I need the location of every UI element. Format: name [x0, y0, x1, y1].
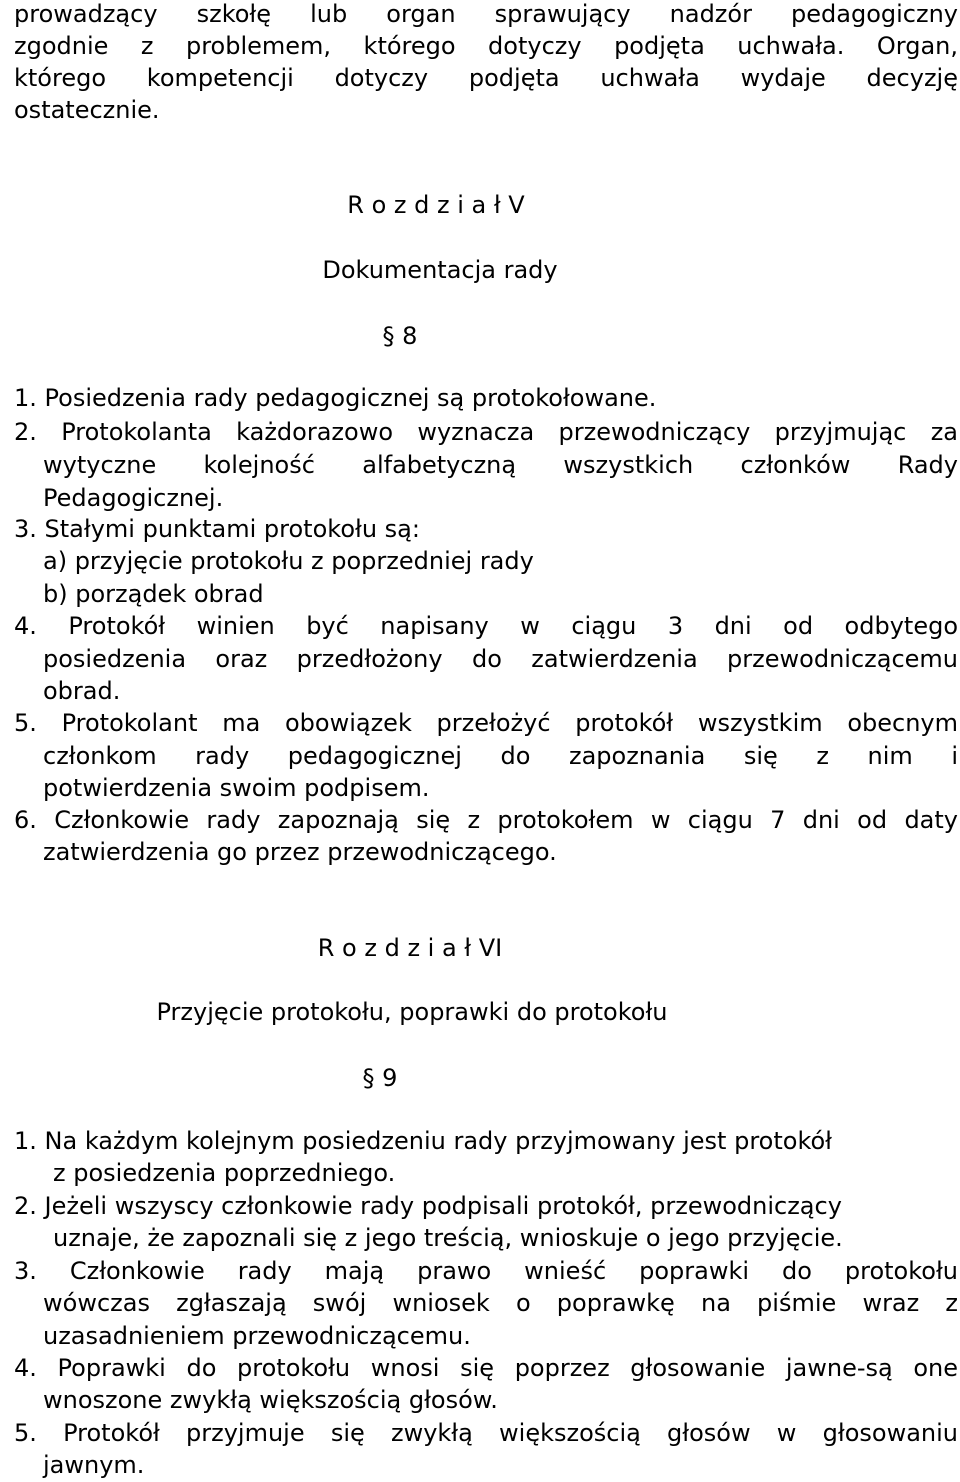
paragraph-line: zgodnie z problemem, którego dotyczy podjęta uchwała. Organ, [14, 32, 958, 60]
chapter-heading: R o z d z i a ł V [347, 191, 525, 219]
sub-item: a) przyjęcie protokołu z poprzedniej rady [43, 547, 534, 575]
section-number: § 8 [382, 322, 418, 350]
sub-item: b) porządek obrad [43, 580, 264, 608]
list-item-continuation: wytyczne kolejność alfabetyczną wszystkich członków Rady [43, 451, 958, 479]
list-item-continuation: uznaje, że zapoznali się z jego treścią, wnioskuje o jego przyjęcie. [53, 1224, 843, 1252]
list-item-continuation: wnoszone zwykłą większością głosów. [43, 1386, 498, 1414]
paragraph-line: ostatecznie. [14, 96, 160, 124]
chapter-heading: R o z d z i a ł VI [317, 934, 503, 962]
list-item: 5. Protokolant ma obowiązek przełożyć protokół wszystkim obecnym [14, 709, 958, 737]
list-item-continuation: jawnym. [43, 1451, 145, 1479]
list-item: 1. Posiedzenia rady pedagogicznej są protokołowane. [14, 384, 657, 412]
list-item: 4. Protokół winien być napisany w ciągu 3 dni od odbytego [14, 612, 958, 640]
list-item: 5. Protokół przyjmuje się zwykłą większością głosów w głosowaniu [14, 1419, 958, 1447]
chapter-title: Dokumentacja rady [322, 256, 558, 284]
list-item-continuation: wówczas zgłaszają swój wniosek o poprawkę na piśmie wraz z [43, 1289, 958, 1317]
list-item-continuation: posiedzenia oraz przedłożony do zatwierdzenia przewodniczącemu [43, 645, 958, 673]
list-item: 3. Członkowie rady mają prawo wnieść poprawki do protokołu [14, 1257, 958, 1285]
list-item-continuation: obrad. [43, 677, 121, 705]
list-item-continuation: potwierdzenia swoim podpisem. [43, 774, 430, 802]
list-item-continuation: uzasadnieniem przewodniczącemu. [43, 1322, 471, 1350]
list-item-continuation: członkom rady pedagogicznej do zapoznania się z nim i [43, 742, 958, 770]
paragraph-line: którego kompetencji dotyczy podjęta uchwała wydaje decyzję [14, 64, 958, 92]
list-item: 3. Stałymi punktami protokołu są: [14, 515, 420, 543]
list-item-continuation: z posiedzenia poprzedniego. [53, 1159, 396, 1187]
list-item: 4. Poprawki do protokołu wnosi się poprzez głosowanie jawne-są one [14, 1354, 958, 1382]
list-item: 2. Jeżeli wszyscy członkowie rady podpisali protokół, przewodniczący [14, 1192, 842, 1220]
list-item: 1. Na każdym kolejnym posiedzeniu rady przyjmowany jest protokół [14, 1127, 832, 1155]
chapter-title: Przyjęcie protokołu, poprawki do protokołu [156, 998, 668, 1026]
list-item: 2. Protokolanta każdorazowo wyznacza przewodniczący przyjmując za [14, 418, 958, 446]
list-item-continuation: Pedagogicznej. [43, 484, 224, 512]
paragraph-line: prowadzący szkołę lub organ sprawujący nadzór pedagogiczny [14, 0, 958, 28]
section-number: § 9 [362, 1064, 398, 1092]
list-item-continuation: zatwierdzenia go przez przewodniczącego. [43, 838, 557, 866]
list-item: 6. Członkowie rady zapoznają się z protokołem w ciągu 7 dni od daty [14, 806, 958, 834]
